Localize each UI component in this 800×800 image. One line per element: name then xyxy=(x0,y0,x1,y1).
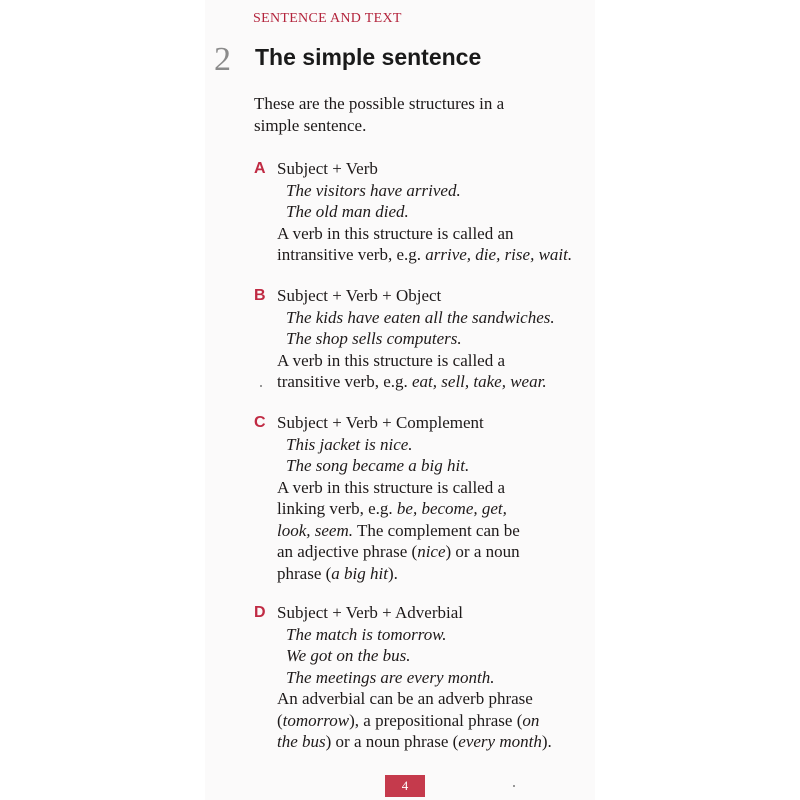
intro-line-2: simple sentence. xyxy=(254,116,367,135)
example-sentence: The match is tomorrow. xyxy=(286,624,447,644)
paper-speck xyxy=(513,785,515,787)
explanation-line: intransitive verb, e.g. arrive, die, rise, wait. xyxy=(277,245,573,264)
structure-block-c xyxy=(254,412,584,584)
block-letter: B xyxy=(254,287,266,304)
example-sentence: The kids have eaten all the sandwiches. xyxy=(286,307,555,327)
structure-formula: Subject + Verb xyxy=(277,159,378,178)
example-sentence: This jacket is nice. xyxy=(286,434,413,454)
structure-formula: Subject + Verb + Object xyxy=(277,286,442,305)
explanation-line: linking verb, e.g. be, become, get, xyxy=(277,499,507,518)
explanation-line: (tomorrow), a prepositional phrase (on xyxy=(277,710,540,730)
explanation-line: A verb in this structure is called a xyxy=(277,350,506,370)
section-title: The simple sentence xyxy=(255,44,482,70)
block-letter: A xyxy=(254,160,266,177)
explanation-line: an adjective phrase (nice) or a noun xyxy=(277,542,520,561)
example-sentence: The visitors have arrived. xyxy=(286,180,461,200)
verb-examples: arrive, die, rise, wait. xyxy=(425,245,573,264)
explanation-line: A verb in this structure is called an xyxy=(277,223,514,243)
explanation-line: look, seem. The complement can be xyxy=(277,520,520,540)
structure-formula: Subject + Verb + Adverbial xyxy=(277,603,463,622)
explanation-line: transitive verb, e.g. eat, sell, take, wear. xyxy=(277,372,547,391)
example-sentence: The shop sells computers. xyxy=(286,329,462,348)
structure-block-a xyxy=(254,158,584,266)
block-letter: D xyxy=(254,604,266,621)
explanation-line: A verb in this structure is called a xyxy=(277,477,506,497)
explanation-line: the bus) or a noun phrase (every month). xyxy=(277,732,552,751)
page-number: 4 xyxy=(385,775,425,797)
intro-line-1: These are the possible structures in a xyxy=(254,94,505,113)
example-sentence: We got on the bus. xyxy=(286,646,411,665)
section-number: 2 xyxy=(214,41,231,78)
explanation-line: phrase (a big hit). xyxy=(277,563,398,583)
running-head: SENTENCE AND TEXT xyxy=(253,11,402,26)
block-letter: C xyxy=(254,414,266,431)
verb-examples: be, become, get, xyxy=(396,499,507,518)
verb-examples: look, seem. xyxy=(277,520,354,540)
verb-examples: eat, sell, take, wear. xyxy=(412,372,547,391)
paper-speck xyxy=(260,385,262,387)
structure-block-b xyxy=(254,285,584,393)
intro-paragraph xyxy=(254,93,574,137)
structure-formula: Subject + Verb + Complement xyxy=(277,413,484,432)
example-sentence: The meetings are every month. xyxy=(286,667,495,687)
explanation-line: An adverbial can be an adverb phrase xyxy=(277,689,533,708)
example-sentence: The song became a big hit. xyxy=(286,456,470,475)
example-sentence: The old man died. xyxy=(286,202,409,221)
structure-block-d xyxy=(254,602,584,753)
